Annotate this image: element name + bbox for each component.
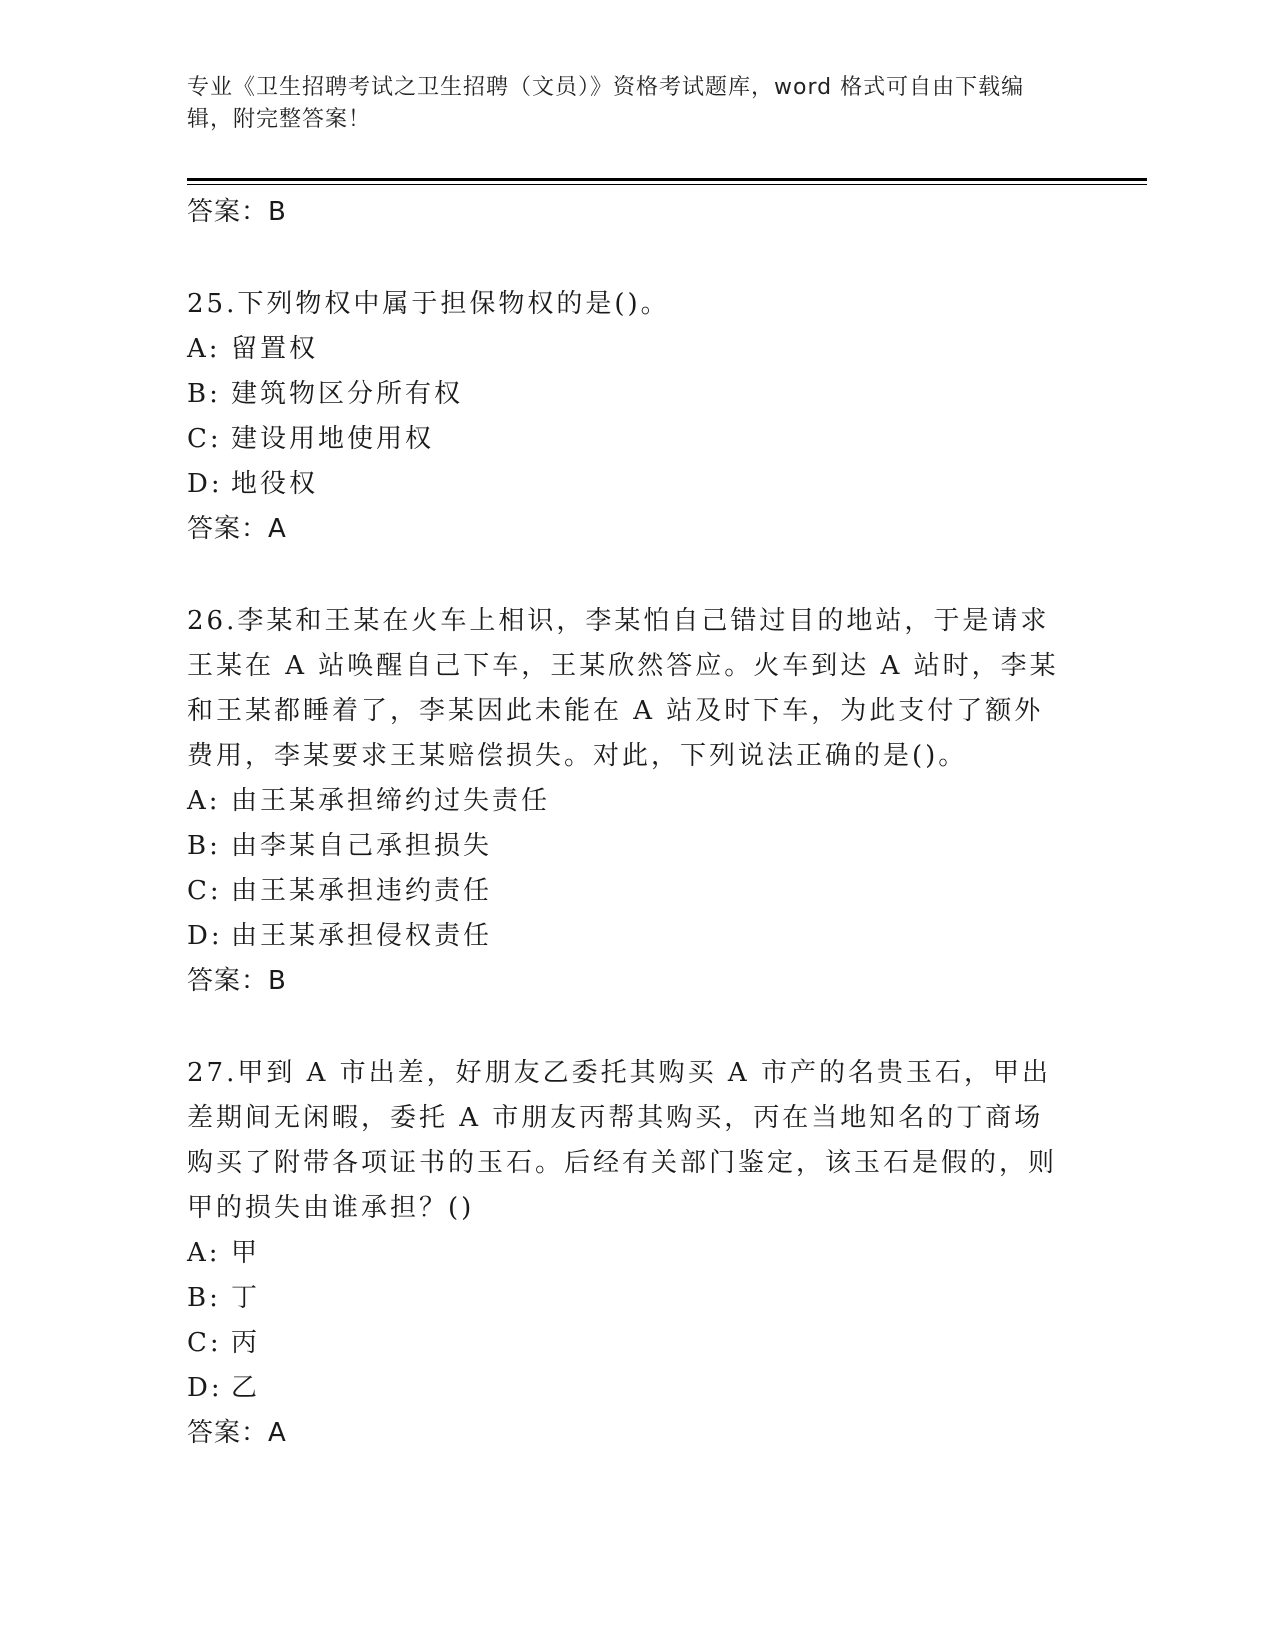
- header-rule-thin: [187, 184, 1147, 185]
- option-d: [187, 462, 1067, 507]
- option-a: [187, 1231, 1067, 1276]
- option-b: [187, 372, 1067, 417]
- question-stem: 25.下列物权中属于担保物权的是()。: [187, 289, 670, 319]
- option-key: B:: [187, 379, 221, 409]
- option-text: 由李某自己承担损失: [231, 831, 493, 861]
- option-text: 建设用地使用权: [231, 424, 435, 454]
- option-c: [187, 869, 1067, 914]
- option-text: 丙: [231, 1328, 261, 1358]
- question-25: [187, 282, 1067, 551]
- option-key: C:: [187, 1328, 222, 1358]
- header-rule-thick: [187, 178, 1147, 181]
- option-text: 由王某承担缔约过失责任: [231, 786, 551, 816]
- option-b: [187, 824, 1067, 869]
- option-key: C:: [187, 424, 222, 454]
- previous-answer: 答案：B: [187, 197, 287, 227]
- option-text: 建筑物区分所有权: [231, 379, 464, 409]
- option-text: 留置权: [231, 334, 319, 364]
- option-key: D:: [187, 921, 223, 951]
- option-key: D:: [187, 1373, 223, 1403]
- option-a: [187, 779, 1067, 824]
- spacer: [187, 551, 1067, 599]
- option-key: C:: [187, 876, 222, 906]
- document-header: 专业《卫生招聘考试之卫生招聘（文员）》资格考试题库，word 格式可自由下载编辑，附完整答案！: [187, 75, 1025, 132]
- question-stem: 27.甲到 A 市出差，好朋友乙委托其购买 A 市产的名贵玉石，甲出差期间无闲暇，委托 A 市朋友丙帮其购买，丙在当地知名的丁商场购买了附带各项证书的玉石。后经有关部门鉴定，该玉石是假的，则甲的损失由谁承担？(): [187, 1058, 1058, 1223]
- option-a: [187, 327, 1067, 372]
- answer: 答案：A: [187, 1418, 287, 1448]
- question-list: [187, 190, 1067, 1455]
- option-text: 甲: [231, 1238, 261, 1268]
- question-27: [187, 1051, 1067, 1455]
- option-key: B:: [187, 1283, 221, 1313]
- option-key: B:: [187, 831, 221, 861]
- spacer: [187, 234, 1067, 282]
- option-b: [187, 1276, 1067, 1321]
- option-text: 由王某承担违约责任: [231, 876, 493, 906]
- answer: 答案：B: [187, 966, 287, 996]
- option-d: [187, 914, 1067, 959]
- question-stem: 26.李某和王某在火车上相识，李某怕自己错过目的地站，于是请求王某在 A 站唤醒自己下车，王某欣然答应。火车到达 A 站时，李某和王某都睡着了，李某因此未能在 A 站及时下车，为此支付了额外费用，李某要求王某赔偿损失。对此，下列说法正确的是()。: [187, 606, 1059, 771]
- option-text: 丁: [231, 1283, 261, 1313]
- option-key: D:: [187, 469, 223, 499]
- option-key: A:: [187, 786, 221, 816]
- option-text: 地役权: [231, 469, 319, 499]
- option-c: [187, 1321, 1067, 1366]
- option-key: A:: [187, 1238, 221, 1268]
- answer: 答案：A: [187, 514, 287, 544]
- option-key: A:: [187, 334, 221, 364]
- option-text: 乙: [231, 1373, 261, 1403]
- option-d: [187, 1366, 1067, 1411]
- spacer: [187, 1003, 1067, 1051]
- option-c: [187, 417, 1067, 462]
- question-26: [187, 599, 1067, 1003]
- option-text: 由王某承担侵权责任: [231, 921, 493, 951]
